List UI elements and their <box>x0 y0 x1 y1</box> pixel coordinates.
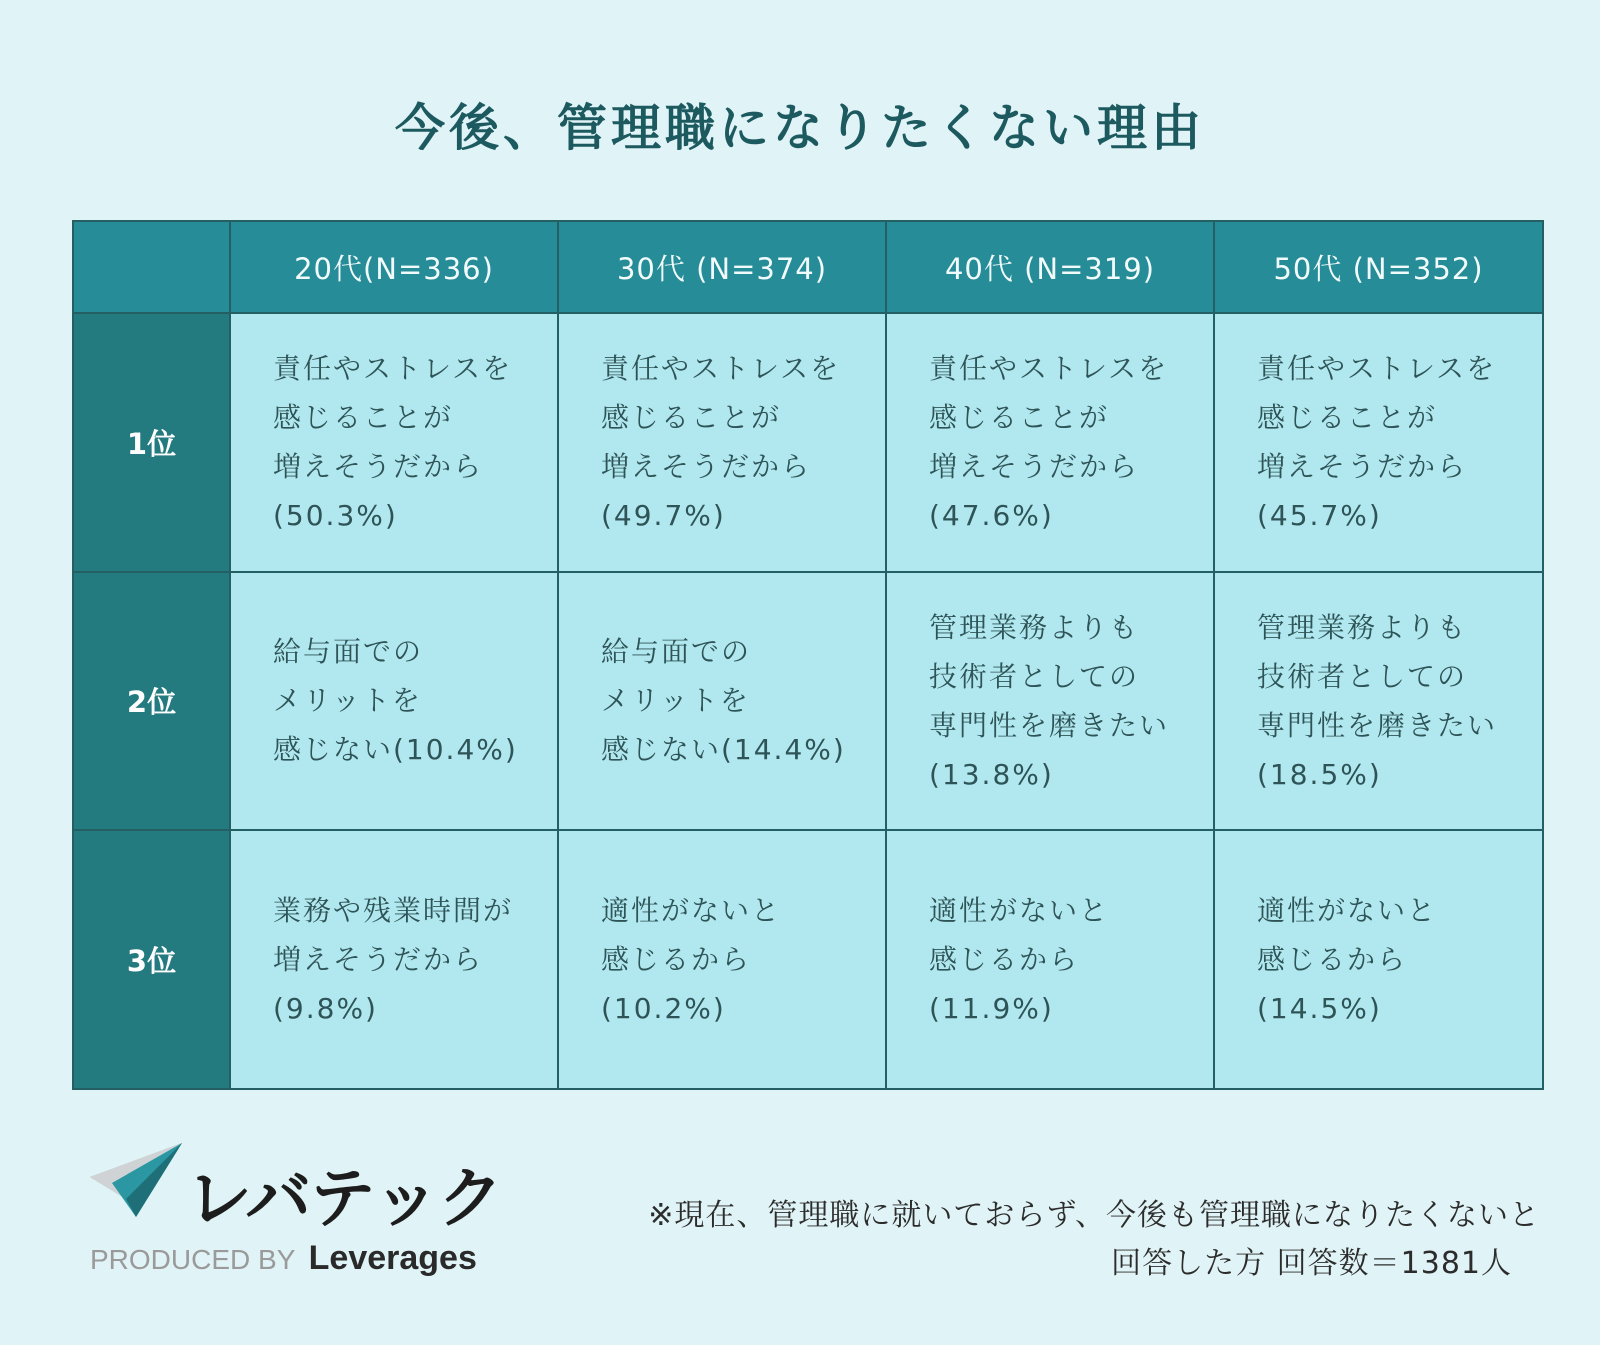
table-cell-40s <box>886 830 1214 1089</box>
cell-text-line: (9.8%) <box>273 992 378 1026</box>
cell-text-line: (49.7%) <box>601 499 726 533</box>
logo-check-icon <box>90 1143 186 1233</box>
cell-text-line: 感じるから <box>929 943 1080 977</box>
cell-text-line: 感じることが <box>929 401 1110 435</box>
cell-text-line: 感じることが <box>1257 401 1438 435</box>
cell-text-line: (11.9%) <box>929 992 1054 1026</box>
table-cell-40s <box>886 313 1214 572</box>
produced-by <box>90 1239 477 1278</box>
cell-text-line: (13.8%) <box>929 757 1054 791</box>
cell-text-line: 専門性を磨きたい <box>1257 708 1498 742</box>
header-row <box>73 221 1543 313</box>
cell-text-line: 責任やストレスを <box>1257 352 1497 386</box>
footnote-line1: ※現在、管理職に就いておらず、今後も管理職になりたくないと <box>648 1198 1540 1233</box>
leverages-logo <box>90 1143 502 1277</box>
cell-text-line: (14.5%) <box>1257 992 1382 1026</box>
cell-text-line: 給与面での <box>601 635 752 669</box>
cell-text-line: メリットを <box>601 684 750 718</box>
cell-text-line: 技術者としての <box>1257 659 1468 693</box>
cell-text-line: 増えそうだから <box>273 450 484 484</box>
cell-text-line: 責任やストレスを <box>929 352 1169 386</box>
cell-text-line: 適性がないと <box>601 894 782 928</box>
cell-text-line: 適性がないと <box>929 894 1110 928</box>
cell-text-line: 責任やストレスを <box>601 352 841 386</box>
cell-text-line: 感じない(14.4%) <box>601 733 846 767</box>
cell-text-line: 業務や残業時間が <box>273 894 514 928</box>
table-row <box>73 830 1543 1089</box>
footnote-line2: 回答した方 回答数＝1381人 <box>1111 1246 1512 1281</box>
logo-wordmark: レバテック <box>186 1160 502 1237</box>
cell-text-line: 感じるから <box>601 943 752 977</box>
table-cell-20s <box>230 313 558 572</box>
cell-text-line: 増えそうだから <box>1257 450 1468 484</box>
table-cell-40s <box>886 572 1214 831</box>
rank-label: 3位 <box>73 830 230 1089</box>
table-cell-50s <box>1214 572 1543 831</box>
table-cell-50s <box>1214 830 1543 1089</box>
column-header-40s: 40代 (N=319) <box>886 221 1214 313</box>
cell-text-line: 技術者としての <box>929 659 1140 693</box>
cell-text-line: 感じるから <box>1257 943 1408 977</box>
cell-text-line: 増えそうだから <box>929 450 1140 484</box>
cell-text-line: (50.3%) <box>273 499 398 533</box>
table-row <box>73 313 1543 572</box>
table-cell-30s <box>558 830 886 1089</box>
table-cell-20s <box>230 572 558 831</box>
table-cell-30s <box>558 572 886 831</box>
corner-cell <box>73 221 230 313</box>
column-header-50s: 50代 (N=352) <box>1214 221 1543 313</box>
cell-text-line: 責任やストレスを <box>273 352 513 386</box>
cell-text-line: 感じることが <box>273 401 454 435</box>
company-name: Leverages <box>308 1239 477 1277</box>
column-header-20s: 20代(N=336) <box>230 221 558 313</box>
cell-text-line: メリットを <box>273 684 422 718</box>
cell-text-line: (47.6%) <box>929 499 1054 533</box>
rank-label: 2位 <box>73 572 230 831</box>
cell-text-line: (18.5%) <box>1257 757 1382 791</box>
rank-label: 1位 <box>73 313 230 572</box>
cell-text-line: (45.7%) <box>1257 499 1382 533</box>
cell-text-line: 適性がないと <box>1257 894 1438 928</box>
table-cell-20s <box>230 830 558 1089</box>
table-cell-50s <box>1214 313 1543 572</box>
chart-title: 今後、管理職になりたくない理由 <box>395 99 1205 157</box>
cell-text-line: 管理業務よりも <box>1257 610 1468 644</box>
cell-text-line: 感じることが <box>601 401 782 435</box>
cell-text-line: 給与面での <box>273 635 424 669</box>
cell-text-line: (10.2%) <box>601 992 726 1026</box>
cell-text-line: 管理業務よりも <box>929 610 1140 644</box>
cell-text-line: 増えそうだから <box>273 943 484 977</box>
produced-by-label: PRODUCED BY <box>90 1244 295 1275</box>
cell-text-line: 増えそうだから <box>601 450 812 484</box>
cell-text-line: 専門性を磨きたい <box>929 708 1170 742</box>
footnote <box>648 1192 1540 1288</box>
table-cell-30s <box>558 313 886 572</box>
table-row <box>73 572 1543 831</box>
column-header-30s: 30代 (N=374) <box>558 221 886 313</box>
cell-text-line: 感じない(10.4%) <box>273 733 518 767</box>
ranking-table <box>72 220 1544 1090</box>
